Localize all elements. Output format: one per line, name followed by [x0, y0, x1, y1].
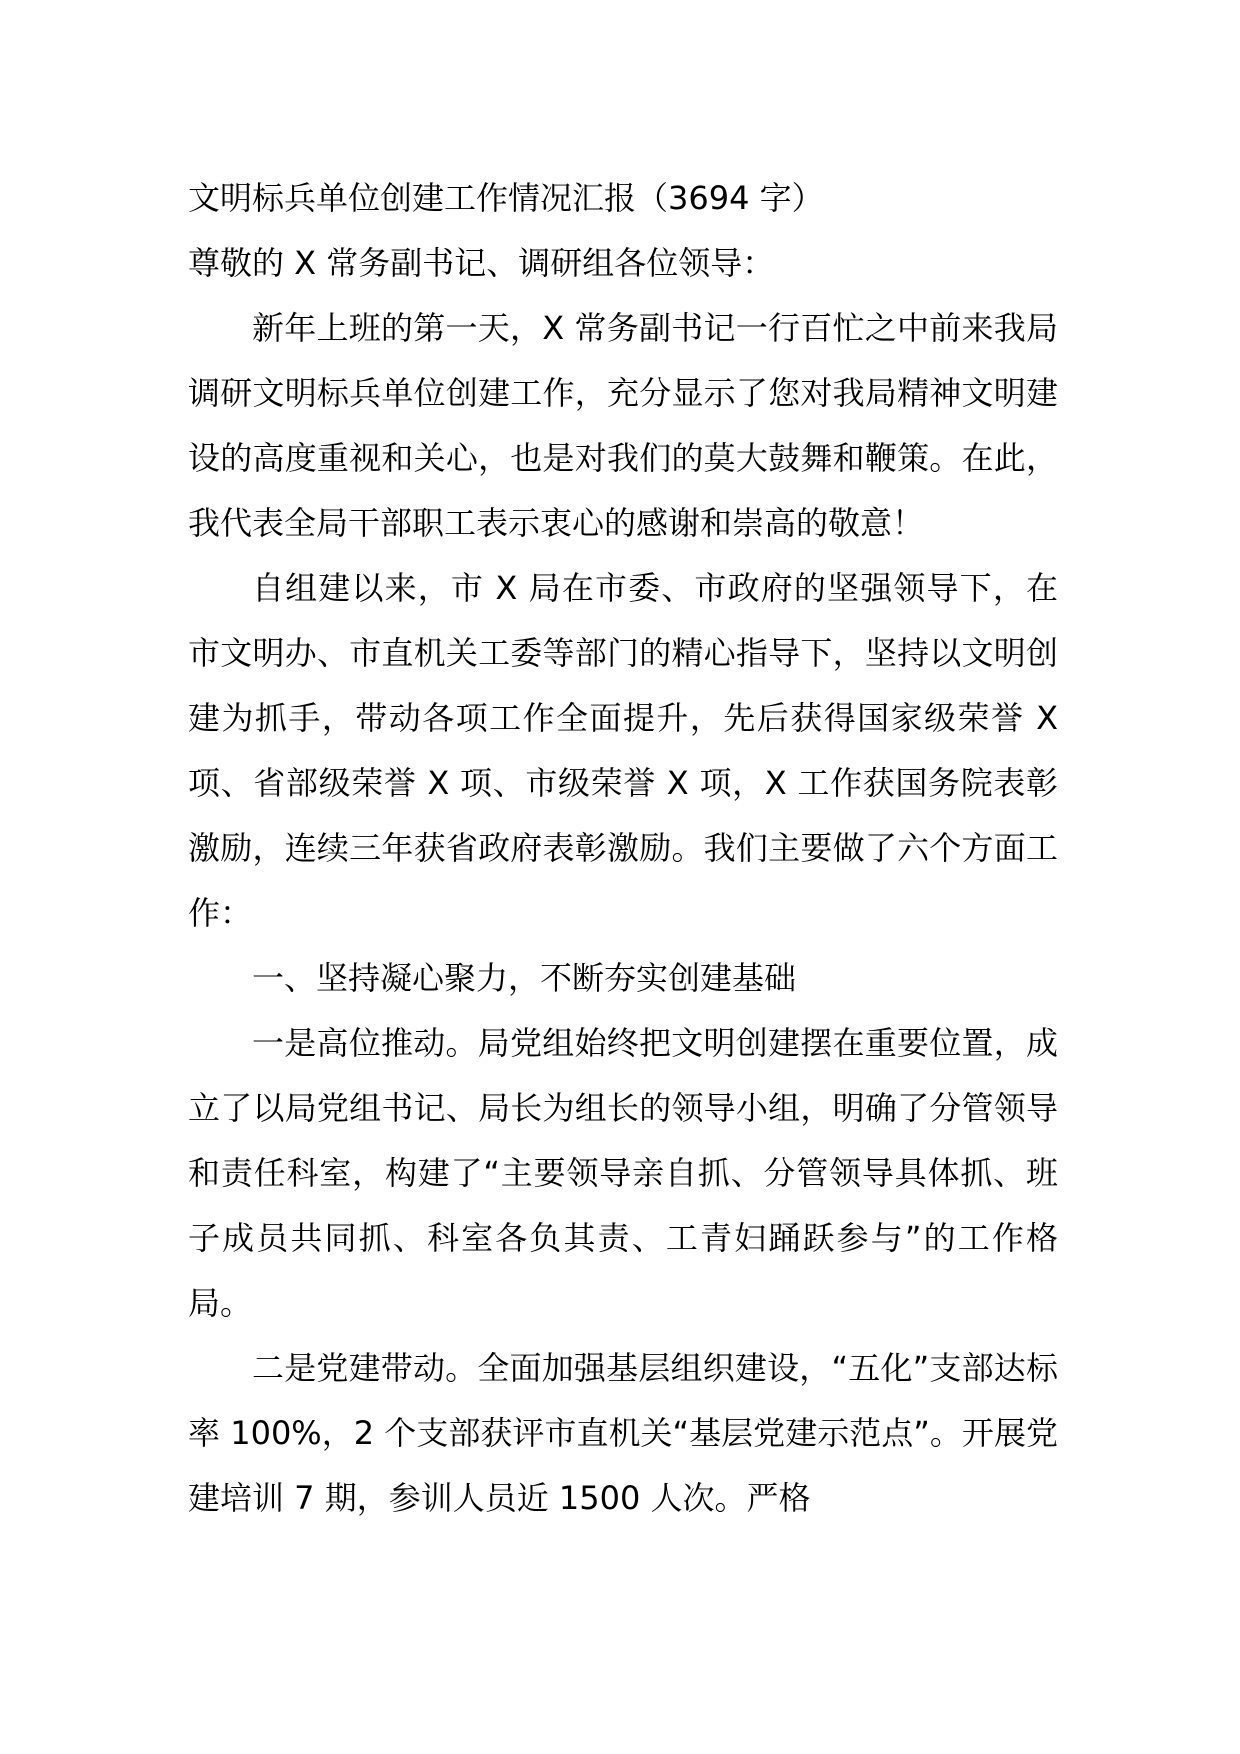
- document-title: 文明标兵单位创建工作情况汇报（3694 字）: [188, 179, 824, 217]
- section-heading: 一、坚持凝心聚力，不断夯实创建基础: [252, 959, 797, 997]
- salutation: 尊敬的 X 常务副书记、调研组各位领导：: [188, 244, 775, 282]
- paragraph-party-building: 二是党建带动。全面加强基层组织建设，“五化”支部达标率 100%，2 个支部获评市直机关“基层党建示范点”。开展党建培训 7 期，参训人员近 1500 人次。严格: [188, 1349, 1058, 1517]
- paragraph-high-level-push: 一是高位推动。局党组始终把文明创建摆在重要位置，成立了以局党组书记、局长为组长的领导小组，明确了分管领导和责任科室，构建了“主要领导亲自抓、分管领导具体抓、班子成员共同抓、科室各负其责、工青妇踊跃参与”的工作格局。: [188, 1024, 1058, 1322]
- paragraph-opening: 新年上班的第一天，X 常务副书记一行百忙之中前来我局调研文明标兵单位创建工作，充分显示了您对我局精神文明建设的高度重视和关心，也是对我们的莫大鼓舞和鞭策。在此，我代表全局干部职工表示衷心的感谢和崇高的敬意！: [188, 309, 1058, 542]
- paragraph-overview: 自组建以来，市 X 局在市委、市政府的坚强领导下，在市文明办、市直机关工委等部门的精心指导下，坚持以文明创建为抓手，带动各项工作全面提升，先后获得国家级荣誉 X 项、省部级荣誉 X 项、市级荣誉 X 项，X 工作获国务院表彰激励，连续三年获省政府表彰激励。我们主要做了六个方面工作：: [188, 569, 1058, 932]
- document-body: [188, 166, 1058, 1531]
